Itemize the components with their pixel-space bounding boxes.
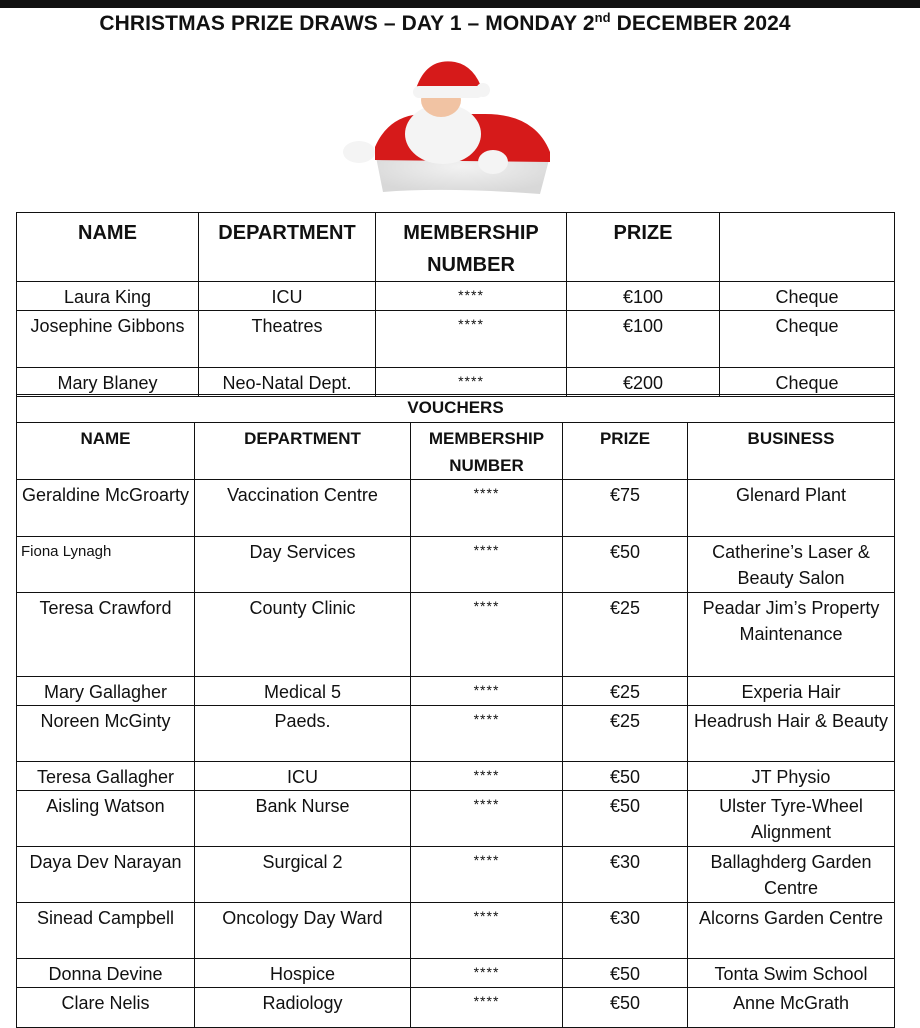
cell-membership: ****: [376, 368, 567, 397]
header-business: BUSINESS: [688, 423, 895, 480]
cell-name: Laura King: [17, 282, 199, 311]
cell-name: Teresa Gallagher: [17, 762, 195, 791]
cell-prize: €50: [563, 959, 688, 988]
table-row: [17, 903, 895, 959]
cell-department: Bank Nurse: [195, 791, 411, 847]
table-row: [17, 368, 895, 397]
cell-membership: ****: [411, 791, 563, 847]
cell-membership: ****: [411, 762, 563, 791]
table-row: [17, 677, 895, 706]
cell-business: Ulster Tyre-Wheel Alignment: [688, 791, 895, 847]
table-row: [17, 847, 895, 903]
table-row: [17, 537, 895, 593]
header-prize: PRIZE: [563, 423, 688, 480]
table-row: [17, 762, 895, 791]
cell-department: Hospice: [195, 959, 411, 988]
cell-prize: €50: [563, 791, 688, 847]
cell-department: Oncology Day Ward: [195, 903, 411, 959]
cell-name: Mary Gallagher: [17, 677, 195, 706]
cell-prize: €25: [563, 706, 688, 762]
table-row: [17, 311, 895, 368]
cell-department: Surgical 2: [195, 847, 411, 903]
header-name: NAME: [17, 423, 195, 480]
cell-department: ICU: [195, 762, 411, 791]
cell-business: Ballaghderg Garden Centre: [688, 847, 895, 903]
cell-business: Anne McGrath: [688, 988, 895, 1028]
cell-prize: €100: [567, 311, 720, 368]
cell-name: Noreen McGinty: [17, 706, 195, 762]
top-bar: [0, 0, 920, 8]
header-payment-type: [720, 213, 895, 282]
cell-name: Donna Devine: [17, 959, 195, 988]
cell-membership: ****: [376, 311, 567, 368]
cell-name: Josephine Gibbons: [17, 311, 199, 368]
cell-department: Day Services: [195, 537, 411, 593]
cell-name: Sinead Campbell: [17, 903, 195, 959]
cell-prize: €50: [563, 988, 688, 1028]
cell-membership: ****: [411, 903, 563, 959]
cheque-prizes-table: [16, 212, 895, 397]
table-row: [17, 480, 895, 537]
santa-image: [335, 52, 565, 197]
header-membership-number: MEMBERSHIP NUMBER: [411, 423, 563, 480]
table-row: [17, 706, 895, 762]
cell-membership: ****: [411, 593, 563, 677]
header-membership-number: MEMBERSHIP NUMBER: [376, 213, 567, 282]
table-row: [17, 282, 895, 311]
cell-membership: ****: [376, 282, 567, 311]
cell-name: Fiona Lynagh: [17, 537, 195, 593]
cell-department: Paeds.: [195, 706, 411, 762]
cell-payment: Cheque: [720, 368, 895, 397]
vouchers-banner: VOUCHERS: [17, 395, 895, 423]
cell-business: JT Physio: [688, 762, 895, 791]
voucher-prizes-table: [16, 394, 895, 1028]
cell-department: Neo-Natal Dept.: [199, 368, 376, 397]
cell-prize: €25: [563, 593, 688, 677]
table-row: [17, 988, 895, 1028]
cell-department: County Clinic: [195, 593, 411, 677]
table-row: [17, 791, 895, 847]
header-department: DEPARTMENT: [195, 423, 411, 480]
cell-name: Aisling Watson: [17, 791, 195, 847]
cell-membership: ****: [411, 537, 563, 593]
cell-business: Peadar Jim’s Property Maintenance: [688, 593, 895, 677]
cell-business: Catherine’s Laser & Beauty Salon: [688, 537, 895, 593]
cell-prize: €30: [563, 847, 688, 903]
cell-membership: ****: [411, 480, 563, 537]
cell-name: Clare Nelis: [17, 988, 195, 1028]
page-title: CHRISTMAS PRIZE DRAWS – DAY 1 – MONDAY 2nd DECEMBER 2024: [99, 10, 791, 35]
cell-prize: €200: [567, 368, 720, 397]
header-name: NAME: [17, 213, 199, 282]
table-row: [17, 593, 895, 677]
cell-membership: ****: [411, 677, 563, 706]
cell-department: Medical 5: [195, 677, 411, 706]
header-department: DEPARTMENT: [199, 213, 376, 282]
cell-membership: ****: [411, 847, 563, 903]
cell-name: Teresa Crawford: [17, 593, 195, 677]
cell-department: Radiology: [195, 988, 411, 1028]
cell-payment: Cheque: [720, 311, 895, 368]
cell-name: Daya Dev Narayan: [17, 847, 195, 903]
cell-membership: ****: [411, 959, 563, 988]
cell-name: Geraldine McGroarty: [17, 480, 195, 537]
cell-name: Mary Blaney: [17, 368, 199, 397]
cell-business: Glenard Plant: [688, 480, 895, 537]
cell-prize: €50: [563, 762, 688, 791]
cell-department: ICU: [199, 282, 376, 311]
cell-prize: €75: [563, 480, 688, 537]
cell-department: Theatres: [199, 311, 376, 368]
table-row: [17, 959, 895, 988]
cell-department: Vaccination Centre: [195, 480, 411, 537]
cell-business: Headrush Hair & Beauty: [688, 706, 895, 762]
cell-membership: ****: [411, 706, 563, 762]
cell-prize: €100: [567, 282, 720, 311]
cell-payment: Cheque: [720, 282, 895, 311]
cell-business: Tonta Swim School: [688, 959, 895, 988]
cell-prize: €50: [563, 537, 688, 593]
cell-prize: €30: [563, 903, 688, 959]
cell-membership: ****: [411, 988, 563, 1028]
cell-business: Alcorns Garden Centre: [688, 903, 895, 959]
cell-prize: €25: [563, 677, 688, 706]
cell-business: Experia Hair: [688, 677, 895, 706]
header-prize: PRIZE: [567, 213, 720, 282]
